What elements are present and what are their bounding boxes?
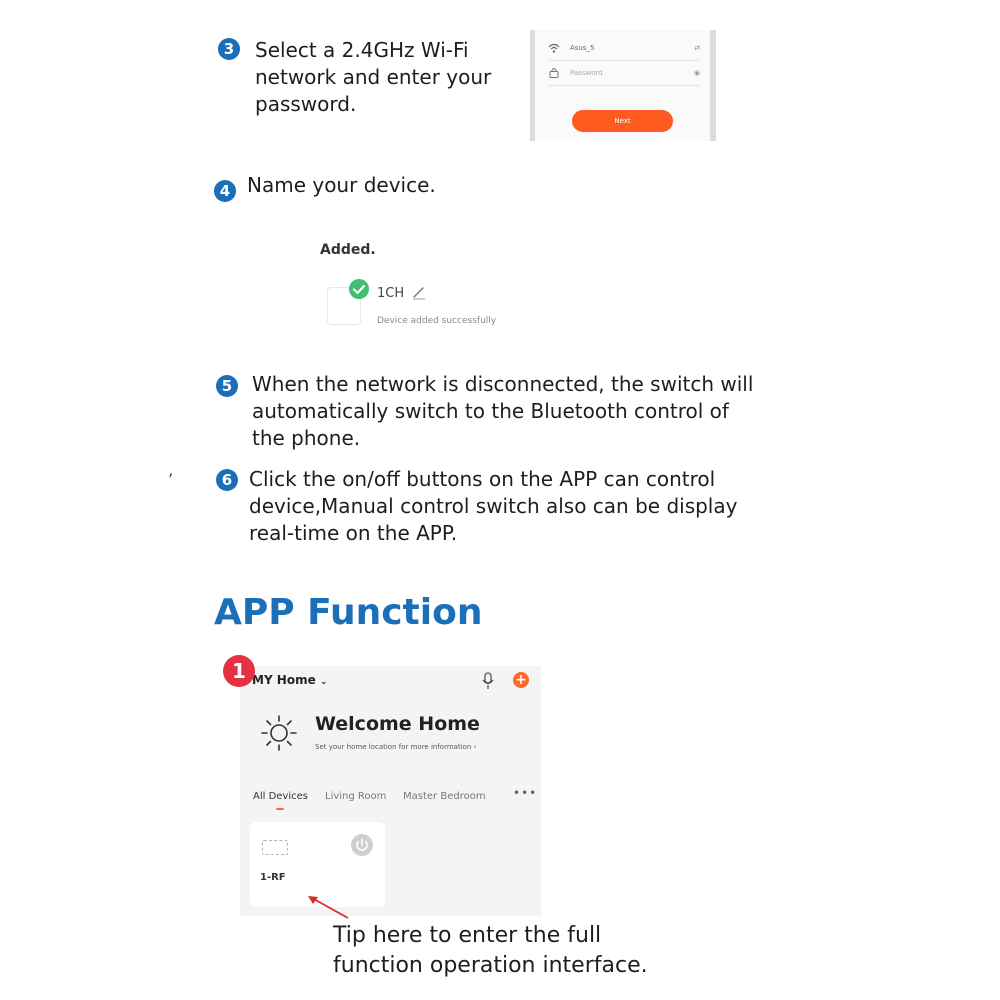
home-selector[interactable] xyxy=(252,673,327,687)
step-3-line-2: network and enter your xyxy=(255,65,492,89)
add-device-button[interactable]: + xyxy=(513,672,529,688)
tip-caption xyxy=(333,921,648,981)
tab-master-bedroom[interactable]: Master Bedroom xyxy=(403,791,486,802)
step-5-badge: 5 xyxy=(216,375,238,397)
microphone-icon[interactable] xyxy=(481,672,495,690)
step-3-text xyxy=(255,37,491,118)
edit-pencil-icon[interactable] xyxy=(411,284,427,300)
step-5-text xyxy=(252,371,753,452)
wifi-divider xyxy=(548,60,700,61)
step-4-text xyxy=(247,172,436,199)
step-6-badge: 6 xyxy=(216,469,238,491)
sun-weather-icon xyxy=(260,714,298,752)
step-5-line-3: the phone. xyxy=(252,426,361,450)
wifi-network-row[interactable] xyxy=(548,38,700,58)
switch-network-icon[interactable]: ⇄ xyxy=(694,44,700,52)
step-5-line-2: automatically switch to the Bluetooth control of xyxy=(252,399,729,423)
pointer-arrow-icon xyxy=(300,892,352,922)
device-tile-label: 1-RF xyxy=(260,872,286,883)
wifi-icon xyxy=(548,43,560,53)
tab-living-room[interactable]: Living Room xyxy=(325,791,387,802)
step-3-badge: 3 xyxy=(218,38,240,60)
wifi-setup-screenshot xyxy=(530,30,716,141)
step-6-line-2: device,Manual control switch also can be display xyxy=(249,494,738,518)
lock-icon xyxy=(549,67,559,78)
power-icon xyxy=(351,834,373,856)
added-title: Added. xyxy=(320,242,376,258)
device-name: 1CH xyxy=(377,286,405,301)
step-4-line-1: Name your device. xyxy=(247,173,436,197)
more-options-icon[interactable]: ••• xyxy=(513,786,538,800)
chevron-down-icon: ⌄ xyxy=(319,677,328,687)
welcome-heading: Welcome Home xyxy=(315,713,480,735)
next-button[interactable]: Next xyxy=(572,110,673,132)
tab-all-devices[interactable]: All Devices xyxy=(253,791,308,802)
step-3-line-3: password. xyxy=(255,92,357,116)
show-password-icon[interactable]: ◉ xyxy=(693,69,700,77)
panel-edge-left xyxy=(530,30,535,141)
password-divider xyxy=(548,85,700,86)
step-6-line-1: Click the on/off buttons on the APP can control xyxy=(249,467,716,491)
step-6-text xyxy=(249,466,737,547)
tip-line-1: Tip here to enter the full xyxy=(333,923,602,948)
section-title: APP Function xyxy=(214,592,483,633)
password-placeholder: Password xyxy=(570,69,603,77)
step-3-line-1: Select a 2.4GHz Wi-Fi xyxy=(255,38,469,62)
device-added-status: Device added successfully xyxy=(377,316,497,326)
power-toggle-button[interactable] xyxy=(351,834,373,856)
step-4-badge: 4 xyxy=(214,180,236,202)
callout-marker-1: 1 xyxy=(223,655,255,687)
stray-apostrophe: ’ xyxy=(168,470,174,489)
check-icon xyxy=(349,279,369,299)
active-tab-indicator xyxy=(276,808,284,810)
rf-device-icon xyxy=(262,840,288,855)
step-6-line-3: real-time on the APP. xyxy=(249,521,458,545)
panel-edge-right xyxy=(710,30,716,141)
chevron-right-icon: › xyxy=(473,743,477,751)
set-location-link[interactable] xyxy=(315,743,476,751)
home-title: MY Home xyxy=(252,673,316,687)
wifi-network-name: Asus_5 xyxy=(570,44,595,52)
password-field[interactable] xyxy=(548,63,700,83)
tip-line-2: function operation interface. xyxy=(333,953,648,978)
welcome-subtitle: Set your home location for more information xyxy=(315,743,472,751)
step-5-line-1: When the network is disconnected, the switch will xyxy=(252,372,754,396)
